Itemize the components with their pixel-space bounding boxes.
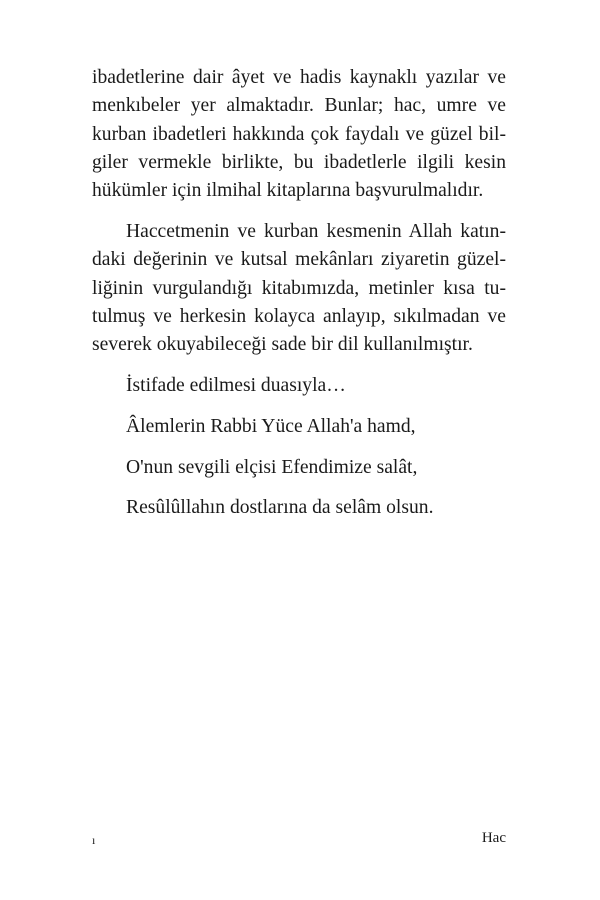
closing-salutation-line: O'nun sevgili elçisi Efendimize salât, — [126, 456, 418, 478]
text-line: kurban ibadetleri hakkında çok faydalı ve güzel bil- — [92, 123, 506, 145]
text-line: menkıbeler yer almaktadır. Bunlar; hac, umre ve — [92, 95, 506, 117]
text-line: tulmuş ve herkesin kolayca anlayıp, sıkılmadan ve — [92, 305, 506, 327]
paragraph-spacer — [92, 205, 506, 218]
closing-wish: İstifade edilmesi duasıyla… — [126, 374, 346, 396]
text-line: Haccetmenin ve kurban kesmenin Allah katın- — [126, 220, 506, 242]
text-line: severek okuyabileceği sade bir dil kullanılmıştır. — [92, 334, 473, 356]
paragraph-1 — [92, 64, 506, 205]
paragraph-spacer — [92, 482, 506, 495]
paragraph-spacer — [92, 359, 506, 372]
paragraph-spacer — [92, 441, 506, 454]
closing-greeting-line: Resûlûllahın dostlarına da selâm olsun. — [126, 497, 434, 519]
text-line: daki değerinin ve kutsal mekânları ziyaretin güzel- — [92, 249, 506, 271]
page-body — [92, 64, 506, 523]
text-line: giler vermekle birlikte, bu ibadetlerle ilgili kesin — [92, 151, 506, 173]
text-line: liğinin vurgulandığı kitabımızda, metinler kısa tu- — [92, 277, 506, 299]
text-line: hükümler için ilmihal kitaplarına başvurulmalıdır. — [92, 180, 484, 202]
paragraph-spacer — [92, 400, 506, 413]
closing-praise-line: Âlemlerin Rabbi Yüce Allah'a hamd, — [126, 415, 416, 437]
running-title: Hac — [481, 830, 506, 846]
text-line: ibadetlerine dair âyet ve hadis kaynaklı yazılar ve — [92, 67, 506, 88]
page-number: ı — [92, 833, 96, 847]
paragraph-2 — [92, 218, 506, 359]
